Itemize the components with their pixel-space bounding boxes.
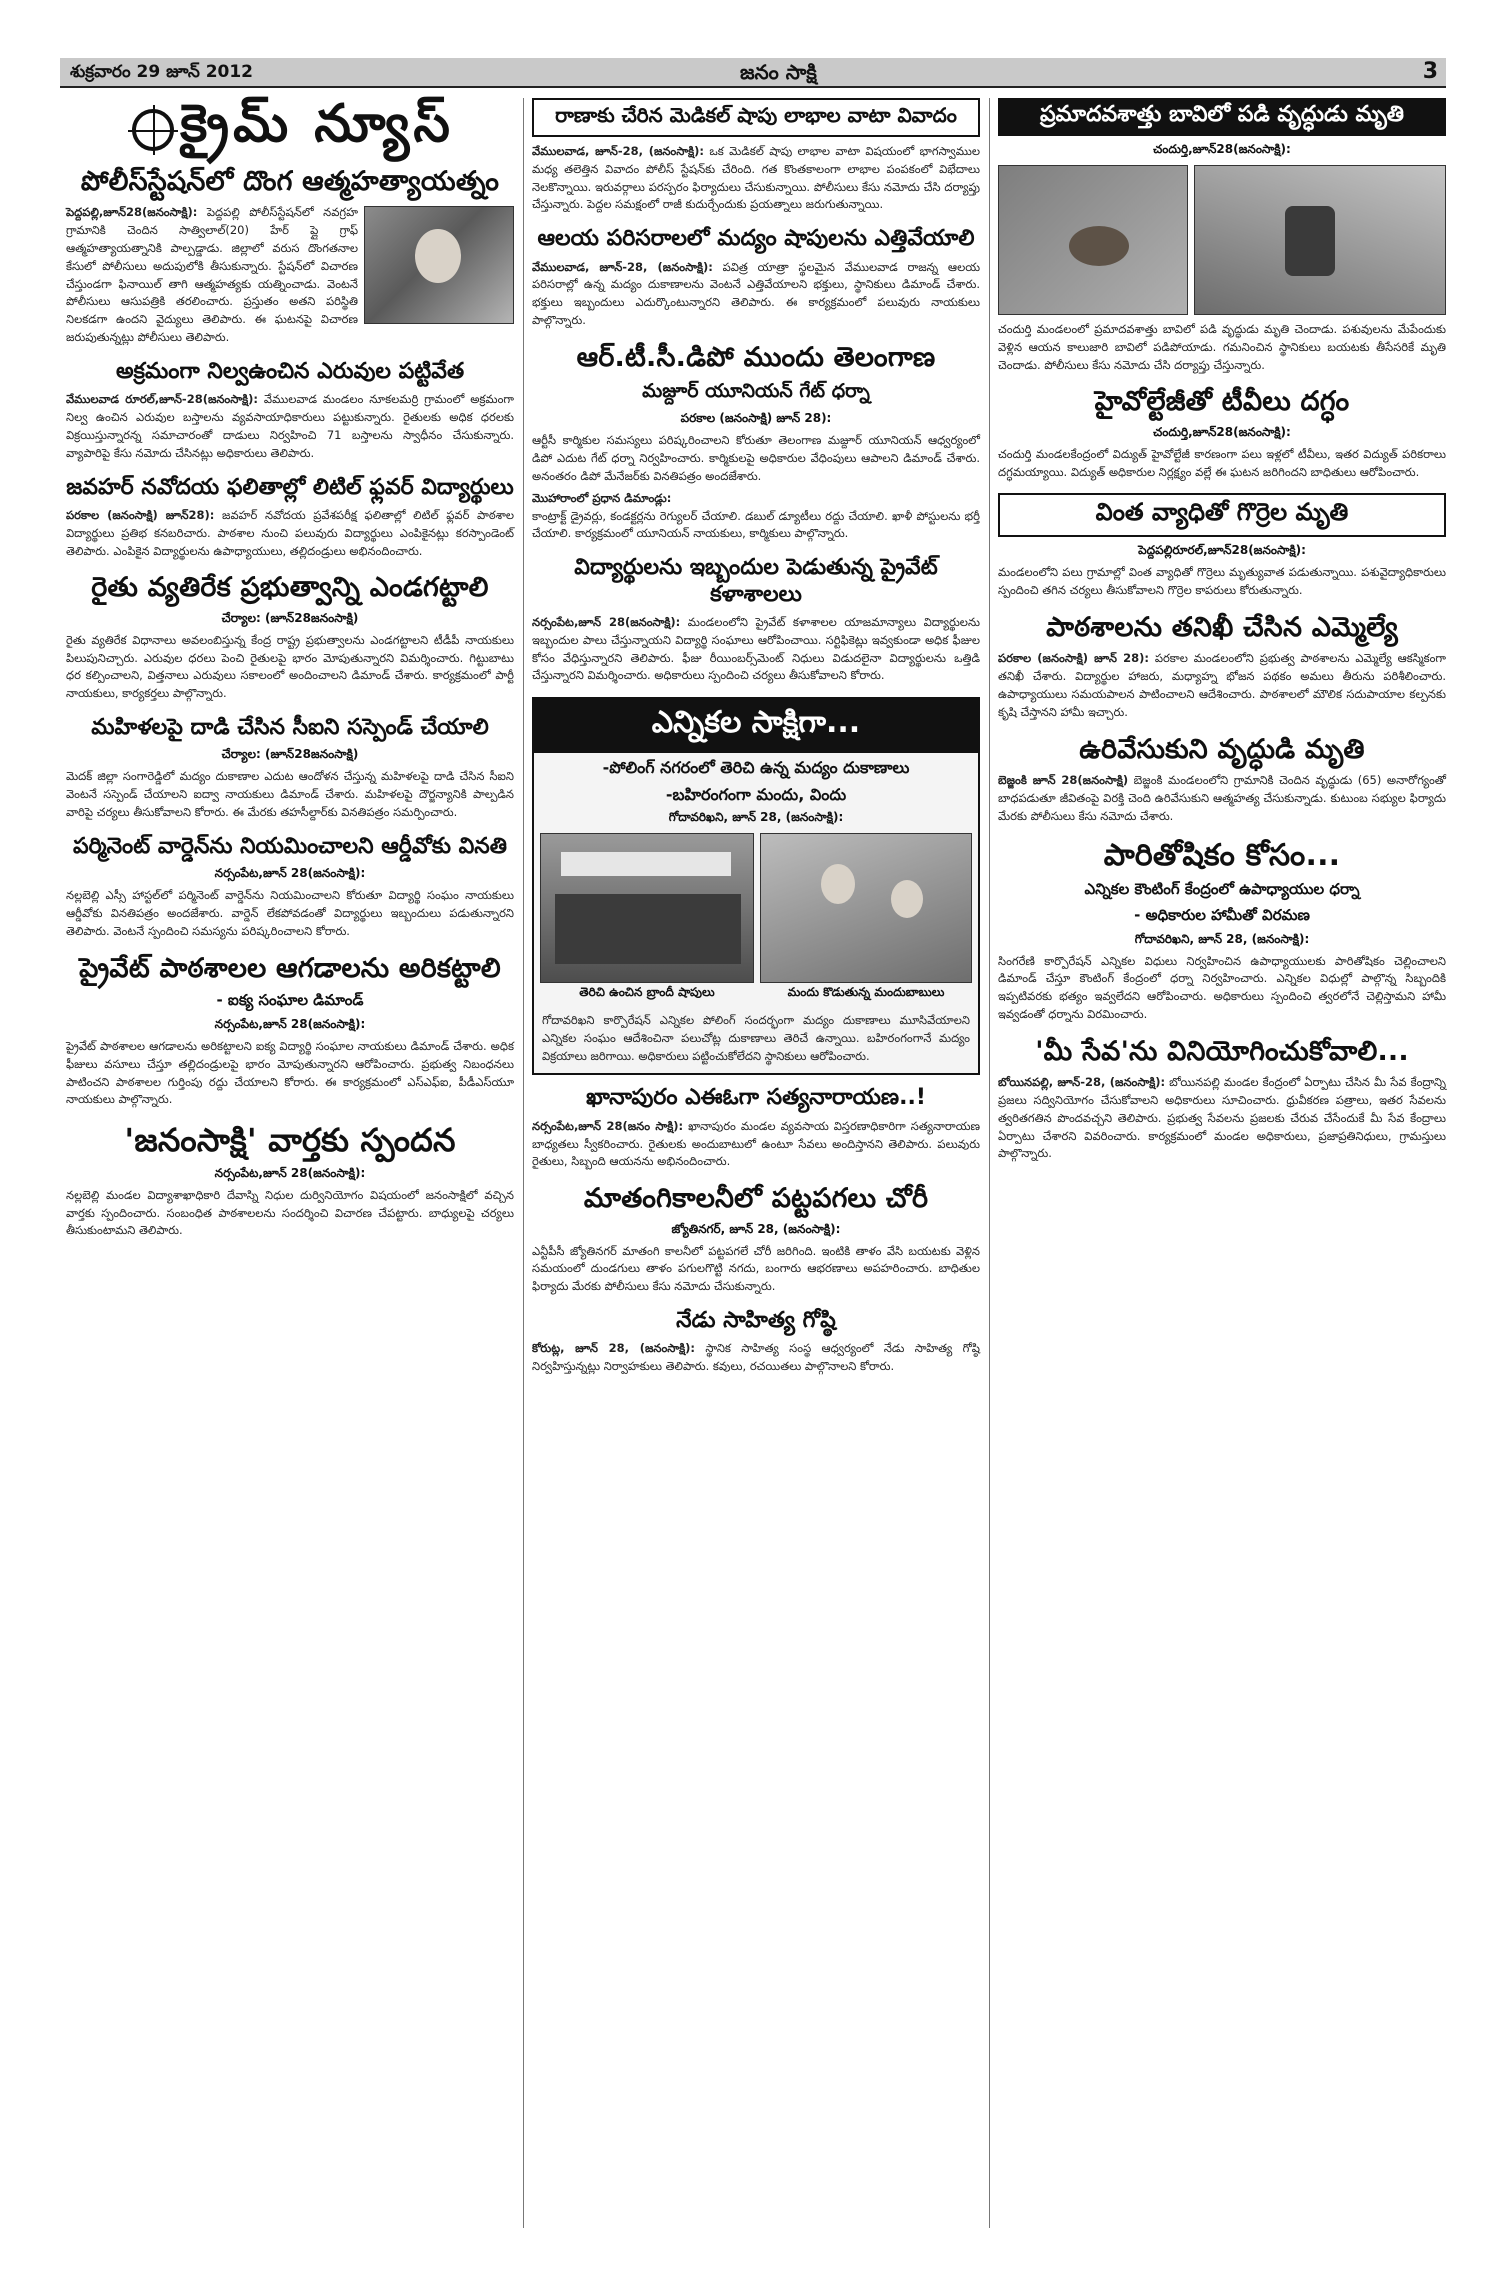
story-private-schools	[66, 953, 514, 1110]
story-mla-inspection	[998, 612, 1446, 722]
story-body: వేములవాడ, జూన్-28, (జనంసాక్షి): పవిత్ర యాత్రా స్థలమైన వేములవాడ రాజన్న ఆలయ పరిసరాల్లో ఉన్న మద్యం దుకాణాలను వెంటనే ఎత్తివేయాలని భక్తులు, స్థానికులు డిమాండ్ చేశారు. భక్తులు ఇబ్బందులు ఎదుర్కొంటున్నారని తెలిపారు. ఈ కార్యక్రమంలో పలువురు నాయకులు పాల్గొన్నారు.	[532, 259, 981, 328]
story-subhead: మొహారాంలో ప్రధాన డిమాండ్లు:	[532, 490, 672, 505]
election-banner: ఎన్నికల సాక్షిగా...	[534, 699, 978, 753]
page-number: 3	[1422, 59, 1438, 84]
issue-date: శుక్రవారం 29 జూన్ 2012	[70, 62, 254, 82]
story-body-2: కాంట్రాక్ట్ డ్రైవర్లు, కండక్టర్లను రెగ్యులర్ చేయాలి. డబుల్ డ్యూటీలు రద్దు చేయాలి. ఖాళీ పోస్టులను భర్తీ చేయాలి. కార్యక్రమంలో యూనియన్ నాయకులు, కార్మికులు పాల్గొన్నారు.	[532, 508, 980, 541]
photo-well-scene	[1194, 165, 1446, 315]
dateline: గోదావరిఖని, జూన్ 28, (జనంసాక్షి):	[1134, 931, 1310, 946]
headline: విద్యార్థులను ఇబ్బందుల పెడుతున్న ప్రైవేట్ కళాశాలలు	[574, 555, 938, 607]
story-rtc-depot	[532, 342, 980, 543]
story-warden-request	[66, 834, 514, 941]
story-khanapuram-aeo	[532, 1085, 980, 1171]
story-fertilizer-seizure	[66, 359, 514, 463]
headline: ఆర్.టీ.సీ.డిపో ముందు తెలంగాణ	[576, 341, 936, 373]
story-police-station	[66, 166, 514, 347]
story-body: మండలంలోని పలు గ్రామాల్లో వింత వ్యాధితో గొర్రెలు మృత్యువాత పడుతున్నాయి. పశువైద్యాధికారులు స్పందించి తగిన చర్యలు తీసుకోవాలని గొర్రెల కాపరులు కోరుతున్నారు.	[998, 565, 1446, 598]
headline: రాణాకు చేరిన మెడికల్ షాపు లాభాల వాటా వివాదం	[532, 98, 980, 137]
story-body: బోయినపల్లి, జూన్-28, (జనంసాక్షి): బోయినపల్లి మండల కేంద్రంలో ఏర్పాటు చేసిన మీ సేవ కేంద్రాన్ని ప్రజలు సద్వినియోగం చేసుకోవాలని అధికారులు సూచించారు. ధ్రువీకరణ పత్రాలు, ఇతర సేవలను త్వరితగతిన పొందవచ్చని తెలిపారు. ప్రభుత్వ సేవలను ప్రజలకు చేరువ చేసేందుకే మీ సేవ కేంద్రాలు ఏర్పాటు చేశారని వివరించారు. కార్యక్రమంలో మండల అధికారులు, ప్రజాప్రతినిధులు, గ్రామస్తులు పాల్గొన్నారు.	[998, 1075, 1446, 1161]
election-photos	[534, 833, 978, 1004]
headline: ఆలయ పరిసరాలలో మద్యం షాపులను ఎత్తివేయాలి	[537, 226, 975, 252]
story-body: రైతు వ్యతిరేక విధానాలు అవలంబిస్తున్న కేంద్ర రాష్ట్ర ప్రభుత్వాలను ఎండగట్టాలని టీడీపీ నాయకులు పిలుపునిచ్చారు. ఎరువుల ధరలు పెంచి రైతులపై భారం మోపుతున్నారని విమర్శించారు. గిట్టుబాటు ధర కల్పించాలని, విత్తనాలు ఎరువులు సకాలంలో అందించాలని డిమాండ్ చేశారు. కార్యక్రమంలో పార్టీ నాయకులు, కార్యకర్తలు పాల్గొన్నారు.	[66, 632, 514, 701]
dateline: జ్యోతినగర్, జూన్ 28, (జనంసాక్షి):	[671, 1221, 841, 1236]
story-remuneration	[998, 838, 1446, 1024]
crime-news-logo-text: క్రైమ్ న్యూస్	[180, 93, 454, 154]
story-private-colleges	[532, 555, 980, 685]
headline: మాతంగికాలనీలో పట్టపగలు చోరీ	[583, 1183, 929, 1215]
paper-logo: జనం సాక్షి	[740, 60, 817, 84]
photo-liquor-shops: తెరిచి ఉంచిన బ్రాందీ షాపులు	[540, 833, 754, 1004]
headline: రైతు వ్యతిరేక ప్రభుత్వాన్ని ఎండగట్టాలి	[91, 572, 489, 604]
story-body: ప్రైవేట్ పాఠశాలల ఆగడాలను అరికట్టాలని ఐక్య విద్యార్థి సంఘాల నాయకులు డిమాండ్ చేశారు. అధిక ఫీజులు వసూలు చేస్తూ తల్లిదండ్రులపై భారం మోపుతున్నారని ఆరోపించారు. ప్రభుత్వ నిబంధనలు పాటించని పాఠశాలల గుర్తింపు రద్దు చేయాలని కోరారు. ఈ కార్యక్రమంలో ఎస్‌ఎఫ్‌ఐ, పీడీఎస్‌యూ నాయకులు పాల్గొన్నారు.	[66, 1039, 514, 1107]
column-rule	[989, 98, 990, 2228]
crime-news-logo	[66, 93, 514, 162]
story-well-death	[998, 98, 1446, 374]
election-witness-box	[532, 697, 980, 1075]
dateline: చందుర్తి,జూన్28(జనంసాక్షి):	[1153, 142, 1291, 156]
story-body: నల్లబెల్లి మండల విద్యాశాఖాధికారి దేవాస్ని నిధుల దుర్వినియోగం విషయంలో జనంసాక్షిలో వచ్చిన వార్తకు స్పందించారు. సంబంధిత పాఠశాలలను సందర్శించి విచారణ చేపట్టారు. బాధ్యులపై చర్యలు తీసుకుంటామని తెలిపారు.	[66, 1187, 514, 1238]
story-high-voltage	[998, 386, 1446, 481]
headline: ఉరివేసుకుని వృద్ధుడి మృతి	[1079, 733, 1365, 765]
story-matangi-theft	[532, 1183, 980, 1296]
story-ci-suspension	[66, 715, 514, 822]
story-body: చందుర్తి మండలంలో ప్రమాదవశాత్తు బావిలో పడి వృద్ధుడు మృతి చెందాడు. పశువులను మేపేందుకు వెళ్లిన ఆయన కాలుజారి బావిలో పడిపోయాడు. గమనించిన స్థానికులు బయటకు తీసేసరికే మృతి చెందాడు. పోలీసులు కేసు నమోదు చేసి దర్యాప్తు చేస్తున్నారు.	[998, 322, 1446, 372]
story-body: వేములవాడ, జూన్-28, (జనంసాక్షి): ఒక మెడికల్ షాపు లాభాల వాటా విషయంలో భాగస్వాముల మధ్య తలెత్తిన వివాదం పోలీస్ స్టేషన్‌కు చేరింది. గత కొంతకాలంగా లాభాల పంపకంలో విభేదాలు నెలకొన్నాయి. ఇరువర్గాలు పరస్పరం ఫిర్యాదులు చేసుకున్నాయి. పోలీసులు కేసు నమోదు చేసి దర్యాప్తు చేస్తున్నారు. పెద్దల సమక్షంలో రాజీ కుదుర్చేందుకు ప్రయత్నాలు జరుగుతున్నాయి.	[532, 144, 981, 212]
well-photos	[998, 165, 1446, 315]
story-body: కోరుట్ల, జూన్ 28, (జనంసాక్షి): స్థానిక సాహిత్య సంస్థ ఆధ్వర్యంలో నేడు సాహిత్య గోష్ఠి నిర్వహిస్తున్నట్లు నిర్వాహకులు తెలిపారు. కవులు, రచయితలు పాల్గొనాలని కోరారు.	[532, 1341, 980, 1374]
headline: నేడు సాహిత్య గోష్ఠి	[676, 1308, 836, 1334]
column-1	[66, 93, 515, 1252]
election-subhead-2: -బహిరంగంగా మందు, విందు	[665, 784, 847, 804]
masthead	[60, 58, 1446, 88]
story-medical-shop	[532, 98, 980, 214]
story-navodaya-results	[66, 475, 514, 561]
headline: పారితోషికం కోసం...	[1103, 837, 1341, 873]
story-body: బెజ్జంకి జూన్ 28(జనంసాక్షి) బెజ్జంకి మండలంలోని గ్రామానికి చెందిన వృద్ధుడు (65) అనారోగ్యంతో బాధపడుతూ జీవితంపై విరక్తి చెంది ఉరివేసుకుని ఆత్మహత్య చేసుకున్నాడు. కుటుంబ సభ్యుల ఫిర్యాదు మేరకు పోలీసులు కేసు నమోదు చేశారు.	[998, 773, 1447, 823]
election-subhead-1: -పోలింగ్ నగరంలో తెరిచి ఉన్న మద్యం దుకాణాలు	[602, 758, 910, 778]
story-body: ఎన్టీపీసీ జ్యోతినగర్ మాతంగి కాలనీలో పట్టపగలే చోరీ జరిగింది. ఇంటికి తాళం వేసి బయటకు వెళ్లిన సమయంలో దుండగులు తాళం పగులగొట్టి నగదు, బంగారు ఆభరణాలు అపహరించారు. బాధితుల ఫిర్యాదు మేరకు పోలీసులు కేసు నమోదు చేసుకున్నారు.	[532, 1243, 980, 1294]
column-3	[998, 98, 1446, 1175]
photo-drinkers: మందు కొడుతున్న మందుబాబులు	[760, 833, 972, 1004]
headline: హైవోల్టేజీతో టీవీలు దగ్ధం	[1094, 386, 1350, 418]
story-body: చందుర్తి మండలకేంద్రంలో విద్యుత్ హైవోల్టేజీ కారణంగా పలు ఇళ్లలో టీవీలు, ఇతర విద్యుత్ పరికరాలు దగ్ధమయ్యాయి. విద్యుత్ అధికారుల నిర్లక్ష్యం వల్లే ఈ ఘటన జరిగిందని బాధితులు ఆరోపించారు.	[998, 446, 1446, 479]
headline: ప్రైవేట్ పాఠశాలల ఆగడాలను అరికట్టాలి	[79, 952, 501, 984]
story-body: నర్సంపేట,జూన్ 28(జనం సాక్షి): ఖానాపురం మండల వ్యవసాయ విస్తరణాధికారిగా సత్యనారాయణ బాధ్యతలు స్వీకరించారు. రైతులకు అందుబాటులో ఉంటూ సేవలు అందిస్తానని తెలిపారు. పలువురు రైతులు, సిబ్బంది ఆయనను అభినందించారు.	[532, 1118, 980, 1169]
story-mee-seva	[998, 1036, 1446, 1163]
newspaper-page	[60, 58, 1446, 2238]
column-2	[532, 98, 980, 1388]
dateline: గోదావరిఖని, జూన్ 28, (జనంసాక్షి):	[668, 809, 844, 824]
dateline: నర్సంపేట,జూన్ 28(జనంసాక్షి):	[214, 866, 366, 881]
dateline: నర్సంపేట,జూన్ 28(జనంసాక్షి):	[214, 1017, 366, 1032]
dateline: చందుర్తి,జూన్28(జనంసాక్షి):	[1153, 424, 1291, 439]
story-hanging-death	[998, 734, 1446, 826]
headline: పాఠశాలను తనిఖీ చేసిన ఎమ్మెల్యే	[1046, 612, 1398, 644]
story-body: ఆర్టీసీ కార్మికుల సమస్యలు పరిష్కరించాలని కోరుతూ తెలంగాణ మజ్దూర్ యూనియన్ ఆధ్వర్యంలో డిపో ఎదుట గేట్ ధర్నా నిర్వహించారు. కార్మికులపై అధికారుల వేధింపులు ఆపాలని డిమాండ్ చేశారు. అనంతరం డిపో మేనేజర్‌కు వినతిపత్రం అందజేశారు.	[532, 433, 980, 483]
story-body: సింగరేణి కార్పొరేషన్ ఎన్నికల విధులు నిర్వహించిన ఉపాధ్యాయులకు పారితోషికం చెల్లించాలని డిమాండ్ చేస్తూ కౌంటింగ్ కేంద్రంలో ధర్నా నిర్వహించారు. ఎన్నికల విధుల్లో పాల్గొన్న సిబ్బందికి ఇప్పటివరకు భత్యం ఇవ్వలేదని ఆరోపించారు. అధికారులు స్పందించి త్వరలోనే చెల్లిస్తామని హామీ ఇవ్వడంతో ధర్నాను విరమించారు.	[998, 953, 1446, 1021]
crosshair-icon	[132, 109, 174, 151]
story-body: వేములవాడ రూరల్,జూన్-28(జనంసాక్షి): వేములవాడ మండలం నూకలమర్రి గ్రామంలో అక్రమంగా నిల్వ ఉంచిన ఎరువుల బస్తాలను వ్యవసాయాధికారులు పట్టుకున్నారు. రైతులకు అధిక ధరలకు విక్రయిస్తున్నారన్న సమాచారంతో దాడులు నిర్వహించి 71 బస్తాలను స్వాధీనం చేసుకున్నారు. వ్యాపారిపై కేసు నమోదు చేసినట్లు అధికారులు తెలిపారు.	[66, 392, 514, 460]
subheadline: మజ్దూర్ యూనియన్ గేట్ ధర్నా	[642, 380, 870, 403]
headline: ప్రమాదవశాత్తు బావిలో పడి వృద్ధుడు మృతి	[998, 98, 1446, 136]
dateline: చేర్యాల: (జూన్28జనంసాక్షి)	[221, 747, 359, 762]
story-body: గోదావరిఖని కార్పొరేషన్ ఎన్నికల పోలింగ్ సందర్భంగా మద్యం దుకాణాలు మూసివేయాలని ఎన్నికల సంఘం ఆదేశించినా పలుచోట్ల దుకాణాలు తెరిచే ఉన్నాయి. బహిరంగంగానే మద్యం విక్రయాలు జరిగాయి. అధికారులు పట్టించుకోలేదని స్థానికులు ఆరోపించారు.	[542, 1012, 970, 1063]
story-sheep-death	[998, 493, 1446, 600]
headline: జవహర్ నవోదయ ఫలితాల్లో లిటిల్ ఫ్లవర్ విద్యార్థులు	[66, 474, 514, 500]
subheadline-1: ఎన్నికల కౌంటింగ్ కేంద్రంలో ఉపాధ్యాయుల ధర్నా	[1084, 879, 1360, 898]
story-anti-farmer-govt	[66, 572, 514, 703]
headline: పర్మినెంట్ వార్డెన్‌ను నియమించాలని ఆర్డీవోకు వినతి	[73, 833, 507, 859]
headline: పోలీస్‌స్టేషన్‌లో దొంగ ఆత్మహత్యాయత్నం	[80, 166, 500, 197]
story-body: పరకాల (జనంసాక్షి) జూన్28): జవహర్ నవోదయ ప్రవేశపరీక్ష ఫలితాల్లో లిటిల్ ఫ్లవర్ పాఠశాల విద్యార్థులు ప్రతిభ కనబరిచారు. పాఠశాల నుంచి పలువురు విద్యార్థులు ఎంపికైనట్లు కరస్పాండెంట్ తెలిపారు. ఎంపికైన విద్యార్థులను ఉపాధ్యాయులు, తల్లిదండ్రులు అభినందించారు.	[66, 507, 515, 558]
headline: మహిళలపై దాడి చేసిన సీఐని సస్పెండ్ చేయాలి	[91, 715, 489, 740]
photo-accused	[364, 206, 514, 324]
story-literary-meet	[532, 1308, 980, 1376]
story-body: నల్లబెల్లి ఎస్సీ హాస్టల్‌లో పర్మినెంట్ వార్డెన్‌ను నియమించాలని కోరుతూ విద్యార్థి సంఘం నాయకులు ఆర్డీవోకు వినతిపత్రం అందజేశారు. వార్డెన్ లేకపోవడంతో విద్యార్థులు ఇబ్బందులు పడుతున్నారని తెలిపారు. వెంటనే స్పందించి సమస్యను పరిష్కరించాలని కోరారు.	[66, 888, 514, 938]
subheadline-2: - అధికారుల హామీతో విరమణ	[1134, 905, 1310, 924]
subheadline: - ఐక్య సంఘాల డిమాండ్	[216, 991, 364, 1010]
headline: 'మీ సేవ'ను వినియోగించుకోవాలి...	[1035, 1035, 1409, 1067]
dateline: పరకాల (జనంసాక్షి) జూన్ 28):	[680, 411, 832, 426]
story-janamsakshi-response	[66, 1121, 514, 1240]
dateline: నర్సంపేట,జూన్ 28(జనంసాక్షి):	[214, 1165, 366, 1180]
headline: 'జనంసాక్షి' వార్తకు స్పందన	[124, 1121, 456, 1160]
story-body: మెదక్ జిల్లా సంగారెడ్డిలో మద్యం దుకాణాల ఎదుట ఆందోళన చేస్తున్న మహిళలపై దాడి చేసిన సీఐని వెంటనే సస్పెండ్ చేయాలని ఐద్వా నాయకులు డిమాండ్ చేశారు. మహిళలపై దౌర్జన్యానికి పాల్పడిన వారిపై చర్యలు తీసుకోవాలని కోరారు. ఈ మేరకు తహసీల్దార్‌కు వినతిపత్రం సమర్పించారు.	[66, 769, 514, 820]
story-liquor-temple	[532, 226, 980, 330]
headline: ఖానాపురం ఎఈఓగా సత్యనారాయణ..!	[586, 1085, 926, 1111]
column-rule	[523, 98, 524, 2228]
headline: వింత వ్యాధితో గొర్రెల మృతి	[998, 493, 1446, 537]
photo-well-body	[998, 165, 1188, 315]
headline: అక్రమంగా నిల్వఉంచిన ఎరువుల పట్టివేత	[115, 358, 465, 384]
dateline: పెద్దపల్లిరూరల్,జూన్28(జనంసాక్షి):	[1138, 543, 1306, 558]
story-body: పరకాల (జనంసాక్షి) జూన్ 28): పరకాల మండలంలోని ప్రభుత్వ పాఠశాలను ఎమ్మెల్యే ఆకస్మికంగా తనిఖీ చేశారు. విద్యార్థుల హాజరు, మధ్యాహ్న భోజన పథకం అమలు తీరును పరిశీలించారు. ఉపాధ్యాయులు సమయపాలన పాటించాలని ఆదేశించారు. పాఠశాలలో మౌలిక సదుపాయాల కల్పనకు కృషి చేస్తానని హామీ ఇచ్చారు.	[998, 651, 1446, 719]
story-body: నర్సంపేట,జూన్ 28(జనంసాక్షి): మండలంలోని ప్రైవేట్ కళాశాలల యాజమాన్యాలు విద్యార్థులను ఇబ్బందుల పాలు చేస్తున్నాయని విద్యార్థి సంఘాలు ఆరోపించాయి. సర్టిఫికెట్లు ఇవ్వకుండా అధిక ఫీజుల కోసం వేధిస్తున్నారని తెలిపారు. ఫీజు రీయింబర్స్‌మెంట్ నిధులు విడుదలైనా విద్యార్థులను ఒత్తిడి చేస్తున్నారని విమర్శించారు. అధికారులు స్పందించి చర్యలు తీసుకోవాలని కోరారు.	[532, 614, 981, 683]
story-body: పెద్దపల్లి,జూన్28(జనంసాక్షి): పెద్దపల్లి పోలీస్‌స్టేషన్‌లో నవగ్రహ గ్రామానికి చెందిన సాత్విలాల్(20) హేర్ ప్లై గ్రాఫ్ ఆత్మహత్యాయత్నానికి పాల్పడ్డాడు. జిల్లాలో వరుస దొంగతనాల కేసులో పోలీసులు అదుపులోకి తీసుకున్నారు. స్టేషన్‌లో విచారణ చేస్తుండగా ఫినాయిల్ తాగి ఆత్మహత్యకు యత్నించాడు. వెంటనే పోలీసులు ఆసుపత్రికి తరలించారు. ప్రస్తుతం అతని పరిస్థితి నిలకడగా ఉందని వైద్యులు తెలిపారు. ఈ ఘటనపై విచారణ జరుపుతున్నట్లు పోలీసులు తెలిపారు.	[66, 205, 358, 345]
dateline: చేర్యాల: (జూన్28జనంసాక్షి)	[221, 610, 359, 625]
